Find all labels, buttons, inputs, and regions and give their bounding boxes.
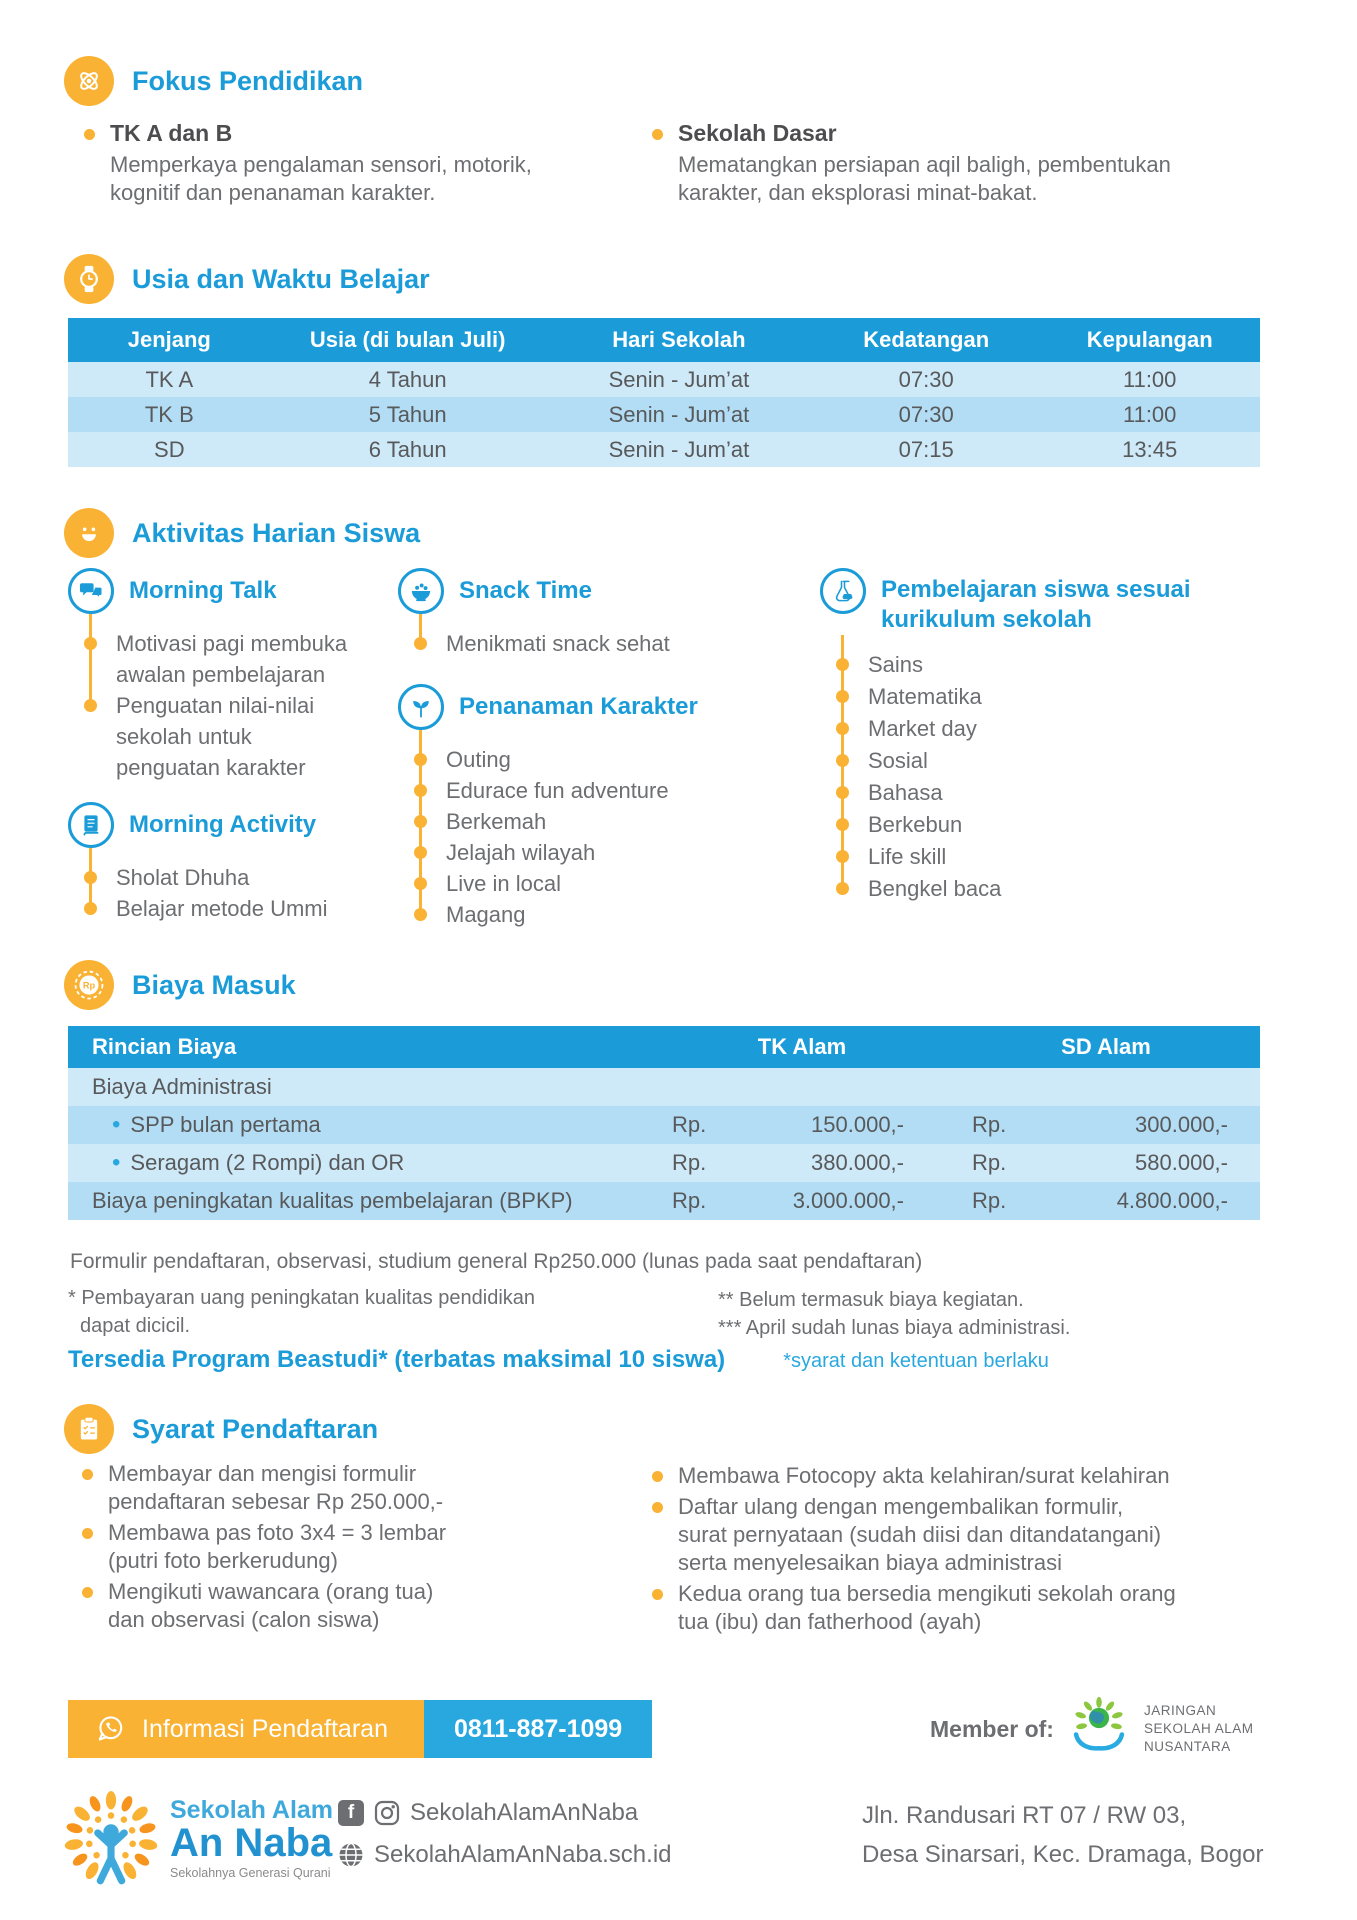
fee-label: Seragam (2 Rompi) dan OR xyxy=(130,1150,405,1175)
col-header: Rincian Biaya xyxy=(92,1034,237,1059)
flask-icon xyxy=(820,568,866,614)
instagram-icon xyxy=(374,1800,400,1826)
activity-item: Life skill xyxy=(868,841,1168,873)
social-handle-row xyxy=(338,1799,672,1827)
group-items xyxy=(398,744,736,930)
clipboard-icon xyxy=(64,1404,114,1454)
note-cicil xyxy=(68,1284,535,1340)
table-row xyxy=(68,1106,1260,1144)
cell: 11:00 xyxy=(1122,366,1177,392)
fees-table xyxy=(68,1026,1260,1220)
activity-item: Berkemah xyxy=(446,806,736,837)
section-biaya-masuk xyxy=(64,960,296,1010)
contact-phone: 0811-887-1099 xyxy=(424,1700,652,1758)
group-snack-time xyxy=(398,568,726,659)
table-row xyxy=(68,397,1260,432)
contact-label-block xyxy=(68,1700,424,1758)
fee-label: Biaya peningkatan kualitas pembelajaran (BPKP) xyxy=(92,1188,573,1213)
website-row xyxy=(338,1841,672,1869)
beastudi-line xyxy=(68,1346,1049,1374)
fokus-item-desc: Memperkaya pengalaman sensori, motorik, kognitif dan penanaman karakter. xyxy=(110,152,532,205)
group-title: Snack Time xyxy=(459,577,592,604)
table-row xyxy=(68,1068,1260,1106)
activity-item: Bengkel baca xyxy=(868,873,1168,905)
bullet-dot-icon xyxy=(652,1471,663,1482)
currency: Rp. xyxy=(972,1188,1007,1213)
cell: 07:30 xyxy=(898,366,954,392)
requirement-item: Membawa Fotocopy akta kelahiran/surat kelahiran xyxy=(678,1463,1170,1488)
activity-item: Belajar metode Ummi xyxy=(116,893,396,924)
group-title: Penanaman Karakter xyxy=(459,693,698,720)
activity-item: Jelajah wilayah xyxy=(446,837,736,868)
requirement-item: Mengikuti wawancara (orang tua) dan observasi (calon siswa) xyxy=(108,1579,434,1632)
cell: 07:15 xyxy=(898,436,954,462)
fee-value: 580.000,- xyxy=(1135,1150,1228,1175)
address-line: Jln. Randusari RT 07 / RW 03, xyxy=(862,1802,1187,1829)
group-title: Pembelajaran siswa sesuai kurikulum sekolah xyxy=(881,576,1191,633)
beastudi-terms: *syarat dan ketentuan berlaku xyxy=(783,1350,1049,1372)
table-row xyxy=(68,1182,1260,1220)
col-header: TK Alam xyxy=(757,1034,847,1059)
currency: Rp. xyxy=(672,1112,707,1137)
fokus-item-title: Sekolah Dasar xyxy=(678,120,837,146)
col-header: Jenjang xyxy=(127,327,211,352)
activity-item: Bahasa xyxy=(868,777,1168,809)
activity-item: Matematika xyxy=(868,681,1168,713)
member-org-line: NUSANTARA xyxy=(1143,1739,1231,1754)
facebook-icon: f xyxy=(338,1800,364,1826)
rupiah-coin-icon xyxy=(64,960,114,1010)
currency: Rp. xyxy=(972,1150,1007,1175)
group-penanaman-karakter xyxy=(398,684,736,930)
group-items xyxy=(68,862,396,924)
group-title: Morning Talk xyxy=(129,577,277,604)
bullet-dot-icon xyxy=(82,1469,93,1480)
school-logo xyxy=(60,1782,333,1894)
social-block xyxy=(338,1799,672,1883)
schedule-table-header xyxy=(68,318,1260,362)
fokus-item-sd xyxy=(652,120,1183,207)
group-morning-talk xyxy=(68,568,348,783)
requirement-item: Membawa pas foto 3x4 = 3 lembar (putri foto berkerudung) xyxy=(108,1520,447,1573)
fokus-item-title: TK A dan B xyxy=(110,120,233,146)
activity-item: Sosial xyxy=(868,745,1168,777)
cell: 13:45 xyxy=(1122,436,1178,462)
bullet-dot-icon xyxy=(84,129,95,140)
member-of-label: Member of: xyxy=(930,1715,1054,1742)
syarat-right-list xyxy=(652,1462,1178,1639)
fee-value: 380.000,- xyxy=(811,1150,904,1175)
website-url: SekolahAlamAnNaba.sch.id xyxy=(374,1841,672,1868)
whatsapp-icon xyxy=(94,1713,126,1745)
clock-icon xyxy=(64,254,114,304)
an-naba-logo-icon xyxy=(60,1782,162,1894)
cell: TK A xyxy=(145,366,194,392)
cell: 5 Tahun xyxy=(368,401,447,427)
activity-item: Market day xyxy=(868,713,1168,745)
social-handle: SekolahAlamAnNaba xyxy=(410,1799,639,1826)
requirement-item: Kedua orang tua bersedia mengikuti sekolah orang tua (ibu) dan fatherhood (ayah) xyxy=(678,1581,1176,1634)
activity-item: Sains xyxy=(868,649,1168,681)
group-items xyxy=(398,628,726,659)
jsan-logo-icon xyxy=(1070,1696,1128,1762)
fokus-item-tk xyxy=(84,120,570,207)
note-formulir: Formulir pendaftaran, observasi, studium general Rp250.000 (lunas pada saat pendaftaran) xyxy=(70,1250,923,1273)
requirement-item: Membayar dan mengisi formulir pendaftaran sebesar Rp 250.000,- xyxy=(108,1461,444,1514)
cell: 4 Tahun xyxy=(368,366,447,392)
member-org-name xyxy=(1144,1702,1254,1756)
table-row xyxy=(68,432,1260,467)
activity-item: Magang xyxy=(446,899,736,930)
atom-icon xyxy=(64,56,114,106)
currency: Rp. xyxy=(972,1112,1007,1137)
group-title: Morning Activity xyxy=(129,811,317,838)
cell: 07:30 xyxy=(898,401,954,427)
cell: 11:00 xyxy=(1122,401,1177,427)
address-block xyxy=(862,1796,1264,1874)
note-line: ** Belum termasuk biaya kegiatan. xyxy=(718,1289,1024,1311)
contact-bar xyxy=(68,1700,652,1758)
section-title: Fokus Pendidikan xyxy=(132,65,364,96)
col-header: Kedatangan xyxy=(863,327,990,352)
svg-text:Rp: Rp xyxy=(82,980,96,991)
member-org-line: JARINGAN xyxy=(1143,1703,1217,1718)
table-row xyxy=(68,1144,1260,1182)
fee-label: Biaya Administrasi xyxy=(92,1074,272,1099)
fees-table-header xyxy=(68,1026,1260,1068)
schedule-table xyxy=(68,318,1260,467)
row-bullet-icon: • xyxy=(112,1149,121,1176)
activity-item: Live in local xyxy=(446,868,736,899)
activity-item: Sholat Dhuha xyxy=(116,862,396,893)
section-title: Usia dan Waktu Belajar xyxy=(132,263,430,294)
section-usia-waktu xyxy=(64,254,430,304)
snack-bowl-icon xyxy=(398,568,444,614)
activity-item: Berkebun xyxy=(868,809,1168,841)
bullet-dot-icon xyxy=(652,1502,663,1513)
section-syarat xyxy=(64,1404,378,1454)
cell: TK B xyxy=(144,401,194,427)
currency: Rp. xyxy=(672,1188,707,1213)
fokus-item-desc: Mematangkan persiapan aqil baligh, pembentukan karakter, dan eksplorasi minat-bakat. xyxy=(678,152,1171,205)
activity-item: Motivasi pagi membuka awalan pembelajaran xyxy=(116,628,348,690)
brand-line2: An Naba xyxy=(170,1820,333,1865)
chat-icon xyxy=(68,568,114,614)
row-bullet-icon: • xyxy=(112,1111,121,1138)
syarat-left-list xyxy=(82,1460,453,1637)
cell: Senin - Jum’at xyxy=(608,436,750,462)
section-title: Aktivitas Harian Siswa xyxy=(132,517,421,548)
beastudi-text: Tersedia Program Beastudi* (terbatas maksimal 10 siswa) xyxy=(68,1346,726,1373)
note-line: *** April sudah lunas biaya administrasi. xyxy=(718,1317,1071,1339)
activity-item: Penguatan nilai-nilai sekolah untuk penguatan karakter xyxy=(116,690,348,783)
contact-label: Informasi Pendaftaran xyxy=(142,1714,388,1743)
globe-icon xyxy=(338,1842,364,1868)
note-line: * Pembayaran uang peningkatan kualitas pendidikan xyxy=(68,1287,536,1309)
table-row xyxy=(68,362,1260,397)
activity-item: Edurace fun adventure xyxy=(446,775,736,806)
sprout-icon xyxy=(398,684,444,730)
section-title: Biaya Masuk xyxy=(132,969,296,1000)
col-header: SD Alam xyxy=(1061,1034,1151,1059)
fee-value: 3.000.000,- xyxy=(792,1188,904,1213)
currency: Rp. xyxy=(672,1150,707,1175)
fee-value: 300.000,- xyxy=(1135,1112,1228,1137)
activity-item: Menikmati snack sehat xyxy=(446,628,726,659)
group-items xyxy=(820,649,1168,905)
bullet-dot-icon xyxy=(652,1589,663,1600)
brand-line1: Sekolah Alam xyxy=(170,1795,334,1824)
col-header: Kepulangan xyxy=(1086,327,1213,352)
bullet-dot-icon xyxy=(82,1587,93,1598)
bullet-dot-icon xyxy=(82,1528,93,1539)
activity-item: Outing xyxy=(446,744,736,775)
brand-tagline: Sekolahnya Generasi Qurani xyxy=(170,1865,331,1880)
group-items xyxy=(68,628,348,783)
group-pembelajaran xyxy=(820,568,1201,905)
bullet-dot-icon xyxy=(652,129,663,140)
cell: SD xyxy=(154,436,185,462)
cell: Senin - Jum’at xyxy=(608,401,750,427)
note-extra xyxy=(718,1286,1070,1342)
member-org-line: SEKOLAH ALAM xyxy=(1143,1721,1254,1736)
cell: Senin - Jum’at xyxy=(608,366,750,392)
address-line: Desa Sinarsari, Kec. Dramaga, Bogor xyxy=(862,1841,1264,1868)
smiley-icon xyxy=(64,508,114,558)
fee-label: SPP bulan pertama xyxy=(130,1112,321,1137)
group-morning-activity xyxy=(68,802,396,924)
note-line: dapat dicicil. xyxy=(80,1315,191,1337)
fee-value: 4.800.000,- xyxy=(1116,1188,1228,1213)
requirement-item: Daftar ulang dengan mengembalikan formulir, surat pernyataan (sudah diisi dan ditandatangani) serta menyelesaikan biaya administrasi xyxy=(678,1494,1162,1575)
section-fokus-pendidikan xyxy=(64,56,363,106)
col-header: Usia (di bulan Juli) xyxy=(309,327,506,352)
col-header: Hari Sekolah xyxy=(612,327,746,352)
section-title: Syarat Pendaftaran xyxy=(132,1413,379,1444)
fee-value: 150.000,- xyxy=(811,1112,904,1137)
cell: 6 Tahun xyxy=(368,436,447,462)
member-of-block xyxy=(930,1694,1254,1764)
section-aktivitas xyxy=(64,508,420,558)
quran-book-icon xyxy=(68,802,114,848)
